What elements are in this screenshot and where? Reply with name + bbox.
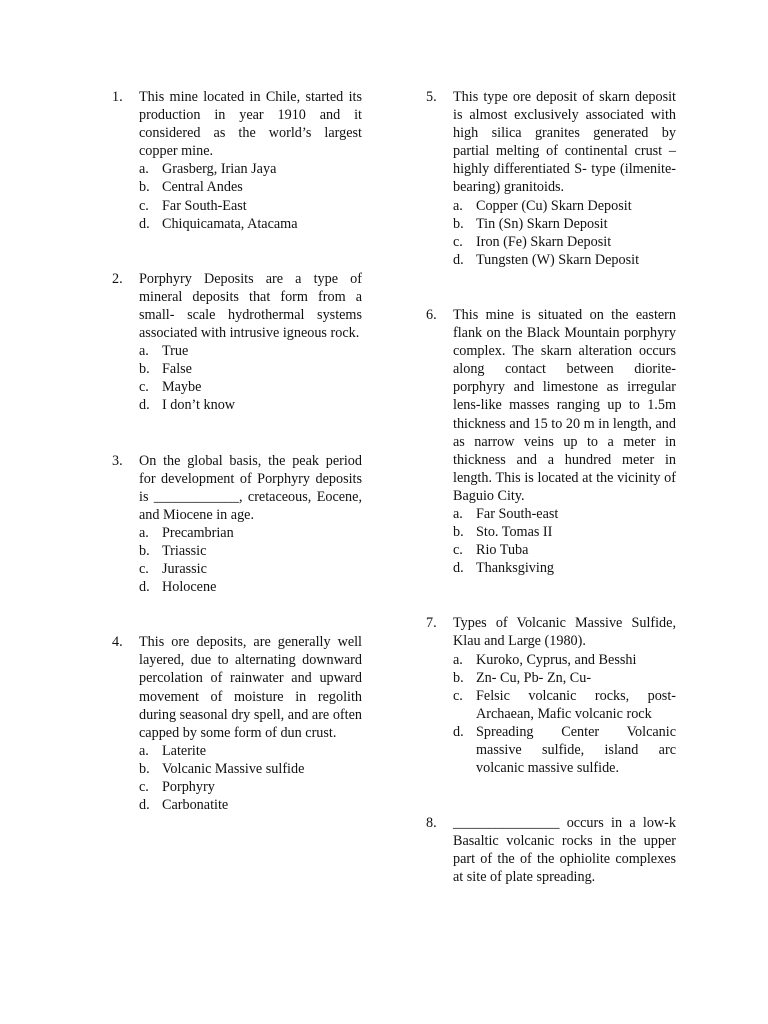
spacer [426, 777, 676, 814]
option-letter: b. [453, 524, 464, 541]
option-b[interactable] [139, 542, 362, 560]
option-text: Rio Tuba [476, 542, 529, 559]
option-d[interactable] [453, 251, 676, 269]
option-letter: d. [139, 797, 150, 814]
option-text: Sto. Tomas II [476, 524, 553, 541]
option-text: Maybe [162, 379, 202, 396]
spacer [112, 415, 362, 452]
spacer [426, 269, 676, 306]
option-letter: a. [139, 742, 149, 759]
option-text: Far South-East [162, 197, 247, 214]
option-b[interactable] [453, 215, 676, 233]
option-text: Spreading Center Volcanic massive sulfide, island arc volcanic massive sulfide. [476, 723, 676, 777]
option-letter: c. [139, 561, 149, 578]
option-text: Carbonatite [162, 797, 229, 814]
option-letter: b. [139, 179, 150, 196]
option-letter: b. [139, 361, 150, 378]
spacer [112, 233, 362, 270]
option-text: Volcanic Massive sulfide [162, 760, 305, 777]
option-a[interactable] [139, 160, 362, 178]
right-column [426, 88, 676, 887]
option-c[interactable] [139, 378, 362, 396]
option-a[interactable] [139, 524, 362, 542]
option-text: Jurassic [162, 561, 207, 578]
option-d[interactable] [139, 396, 362, 414]
option-b[interactable] [453, 523, 676, 541]
option-d[interactable] [453, 723, 676, 777]
option-text: False [162, 361, 192, 378]
option-letter: c. [453, 233, 463, 250]
option-d[interactable] [139, 796, 362, 814]
option-a[interactable] [453, 651, 676, 669]
option-letter: a. [453, 651, 463, 668]
option-text: Precambrian [162, 524, 234, 541]
spacer [112, 596, 362, 633]
question-number: 3. [112, 452, 123, 469]
option-text: Triassic [162, 542, 207, 559]
option-a[interactable] [139, 342, 362, 360]
left-column [112, 88, 362, 814]
option-letter: d. [453, 251, 464, 268]
question-3 [112, 452, 362, 597]
question-number: 5. [426, 89, 437, 105]
option-c[interactable] [139, 197, 362, 215]
option-letter: b. [453, 215, 464, 232]
option-text: Iron (Fe) Skarn Deposit [476, 233, 612, 250]
option-letter: b. [139, 542, 150, 559]
option-letter: a. [453, 505, 463, 522]
option-c[interactable] [453, 233, 676, 251]
option-text: I don’t know [162, 397, 236, 414]
question-stem: This ore deposits, are generally well layered, due to alternating downward percolation of rainwater and upward movement of moisture in regolith during seasonal dry spell, and are often capped by some form of dun crust. [139, 634, 362, 741]
option-text: True [162, 343, 189, 360]
option-a[interactable] [453, 505, 676, 523]
option-letter: a. [139, 161, 149, 178]
question-number: 8. [426, 815, 437, 832]
option-c[interactable] [453, 541, 676, 559]
option-c[interactable] [453, 687, 676, 723]
option-letter: a. [139, 343, 149, 360]
option-a[interactable] [139, 742, 362, 760]
option-text: Far South-east [476, 505, 559, 522]
spacer [426, 577, 676, 614]
option-a[interactable] [453, 197, 676, 215]
question-8 [426, 814, 676, 886]
option-c[interactable] [139, 560, 362, 578]
question-number: 7. [426, 615, 437, 632]
question-number: 4. [112, 634, 123, 651]
option-letter: b. [139, 760, 150, 777]
question-6 [426, 306, 676, 577]
option-c[interactable] [139, 778, 362, 796]
question-stem: This type ore deposit of skarn deposit is almost exclusively associated with high silica granites generated by partial melting of continental crust – highly differentiated S- type (ilmenite-bearing) granitoids. [453, 89, 676, 196]
option-letter: d. [139, 215, 150, 232]
option-letter: b. [453, 669, 464, 686]
option-text: Tungsten (W) Skarn Deposit [476, 251, 640, 268]
option-b[interactable] [139, 178, 362, 196]
option-text: Central Andes [162, 179, 243, 196]
question-stem: Types of Volcanic Massive Sulfide, Klau and Large (1980). [453, 615, 676, 650]
option-d[interactable] [453, 559, 676, 577]
option-letter: d. [453, 723, 464, 740]
question-stem: This mine located in Chile, started its production in year 1910 and it considered as the world’s largest copper mine. [139, 89, 362, 160]
option-b[interactable] [139, 760, 362, 778]
option-letter: d. [139, 397, 150, 414]
question-number: 6. [426, 306, 437, 323]
question-stem: _______________ occurs in a low-k Basaltic volcanic rocks in the upper part of the of the ophiolite complexes at site of plate spreading. [453, 815, 676, 886]
question-2 [112, 270, 362, 415]
option-letter: d. [139, 579, 150, 596]
question-7 [426, 614, 676, 777]
option-text: Holocene [162, 579, 217, 596]
question-stem: This mine is situated on the eastern flank on the Black Mountain porphyry complex. The skarn alteration occurs along contact between diorite- porphyry and limestone as irregular lens-like masses ranging up to 1.5m thickness and 15 to 20 m in length, and as narrow veins up to a meter in thickness and a hundred meter in length. This is located at the vicinity of Baguio City. [453, 306, 676, 504]
option-text: Porphyry [162, 779, 215, 795]
option-letter: c. [139, 779, 149, 795]
option-letter: c. [139, 379, 149, 396]
option-letter: a. [453, 197, 463, 214]
question-number: 2. [112, 270, 123, 287]
option-letter: c. [453, 542, 463, 559]
option-text: Laterite [162, 742, 207, 759]
option-text: Zn- Cu, Pb- Zn, Cu- [476, 669, 592, 686]
option-letter: c. [453, 687, 463, 704]
option-text: Chiquicamata, Atacama [162, 215, 298, 232]
option-d[interactable] [139, 215, 362, 233]
option-d[interactable] [139, 578, 362, 596]
option-text: Copper (Cu) Skarn Deposit [476, 197, 632, 214]
question-number: 1. [112, 89, 123, 105]
option-letter: a. [139, 524, 149, 541]
option-b[interactable] [139, 360, 362, 378]
question-stem: On the global basis, the peak period for development of Porphyry deposits is ____________, cretaceous, Eocene, and Miocene in age. [139, 452, 362, 523]
question-5 [426, 88, 676, 269]
option-b[interactable] [453, 669, 676, 687]
option-text: Grasberg, Irian Jaya [162, 161, 277, 178]
option-text: Tin (Sn) Skarn Deposit [476, 215, 608, 232]
option-letter: c. [139, 197, 149, 214]
option-text: Thanksgiving [476, 560, 555, 577]
option-text: Kuroko, Cyprus, and Besshi [476, 651, 637, 668]
question-4 [112, 633, 362, 814]
question-stem: Porphyry Deposits are a type of mineral deposits that form from a small- scale hydrothermal systems associated with intrusive igneous rock. [139, 270, 362, 342]
question-1 [112, 88, 362, 233]
option-letter: d. [453, 560, 464, 577]
option-text: Felsic volcanic rocks, post-Archaean, Mafic volcanic rock [476, 687, 676, 722]
